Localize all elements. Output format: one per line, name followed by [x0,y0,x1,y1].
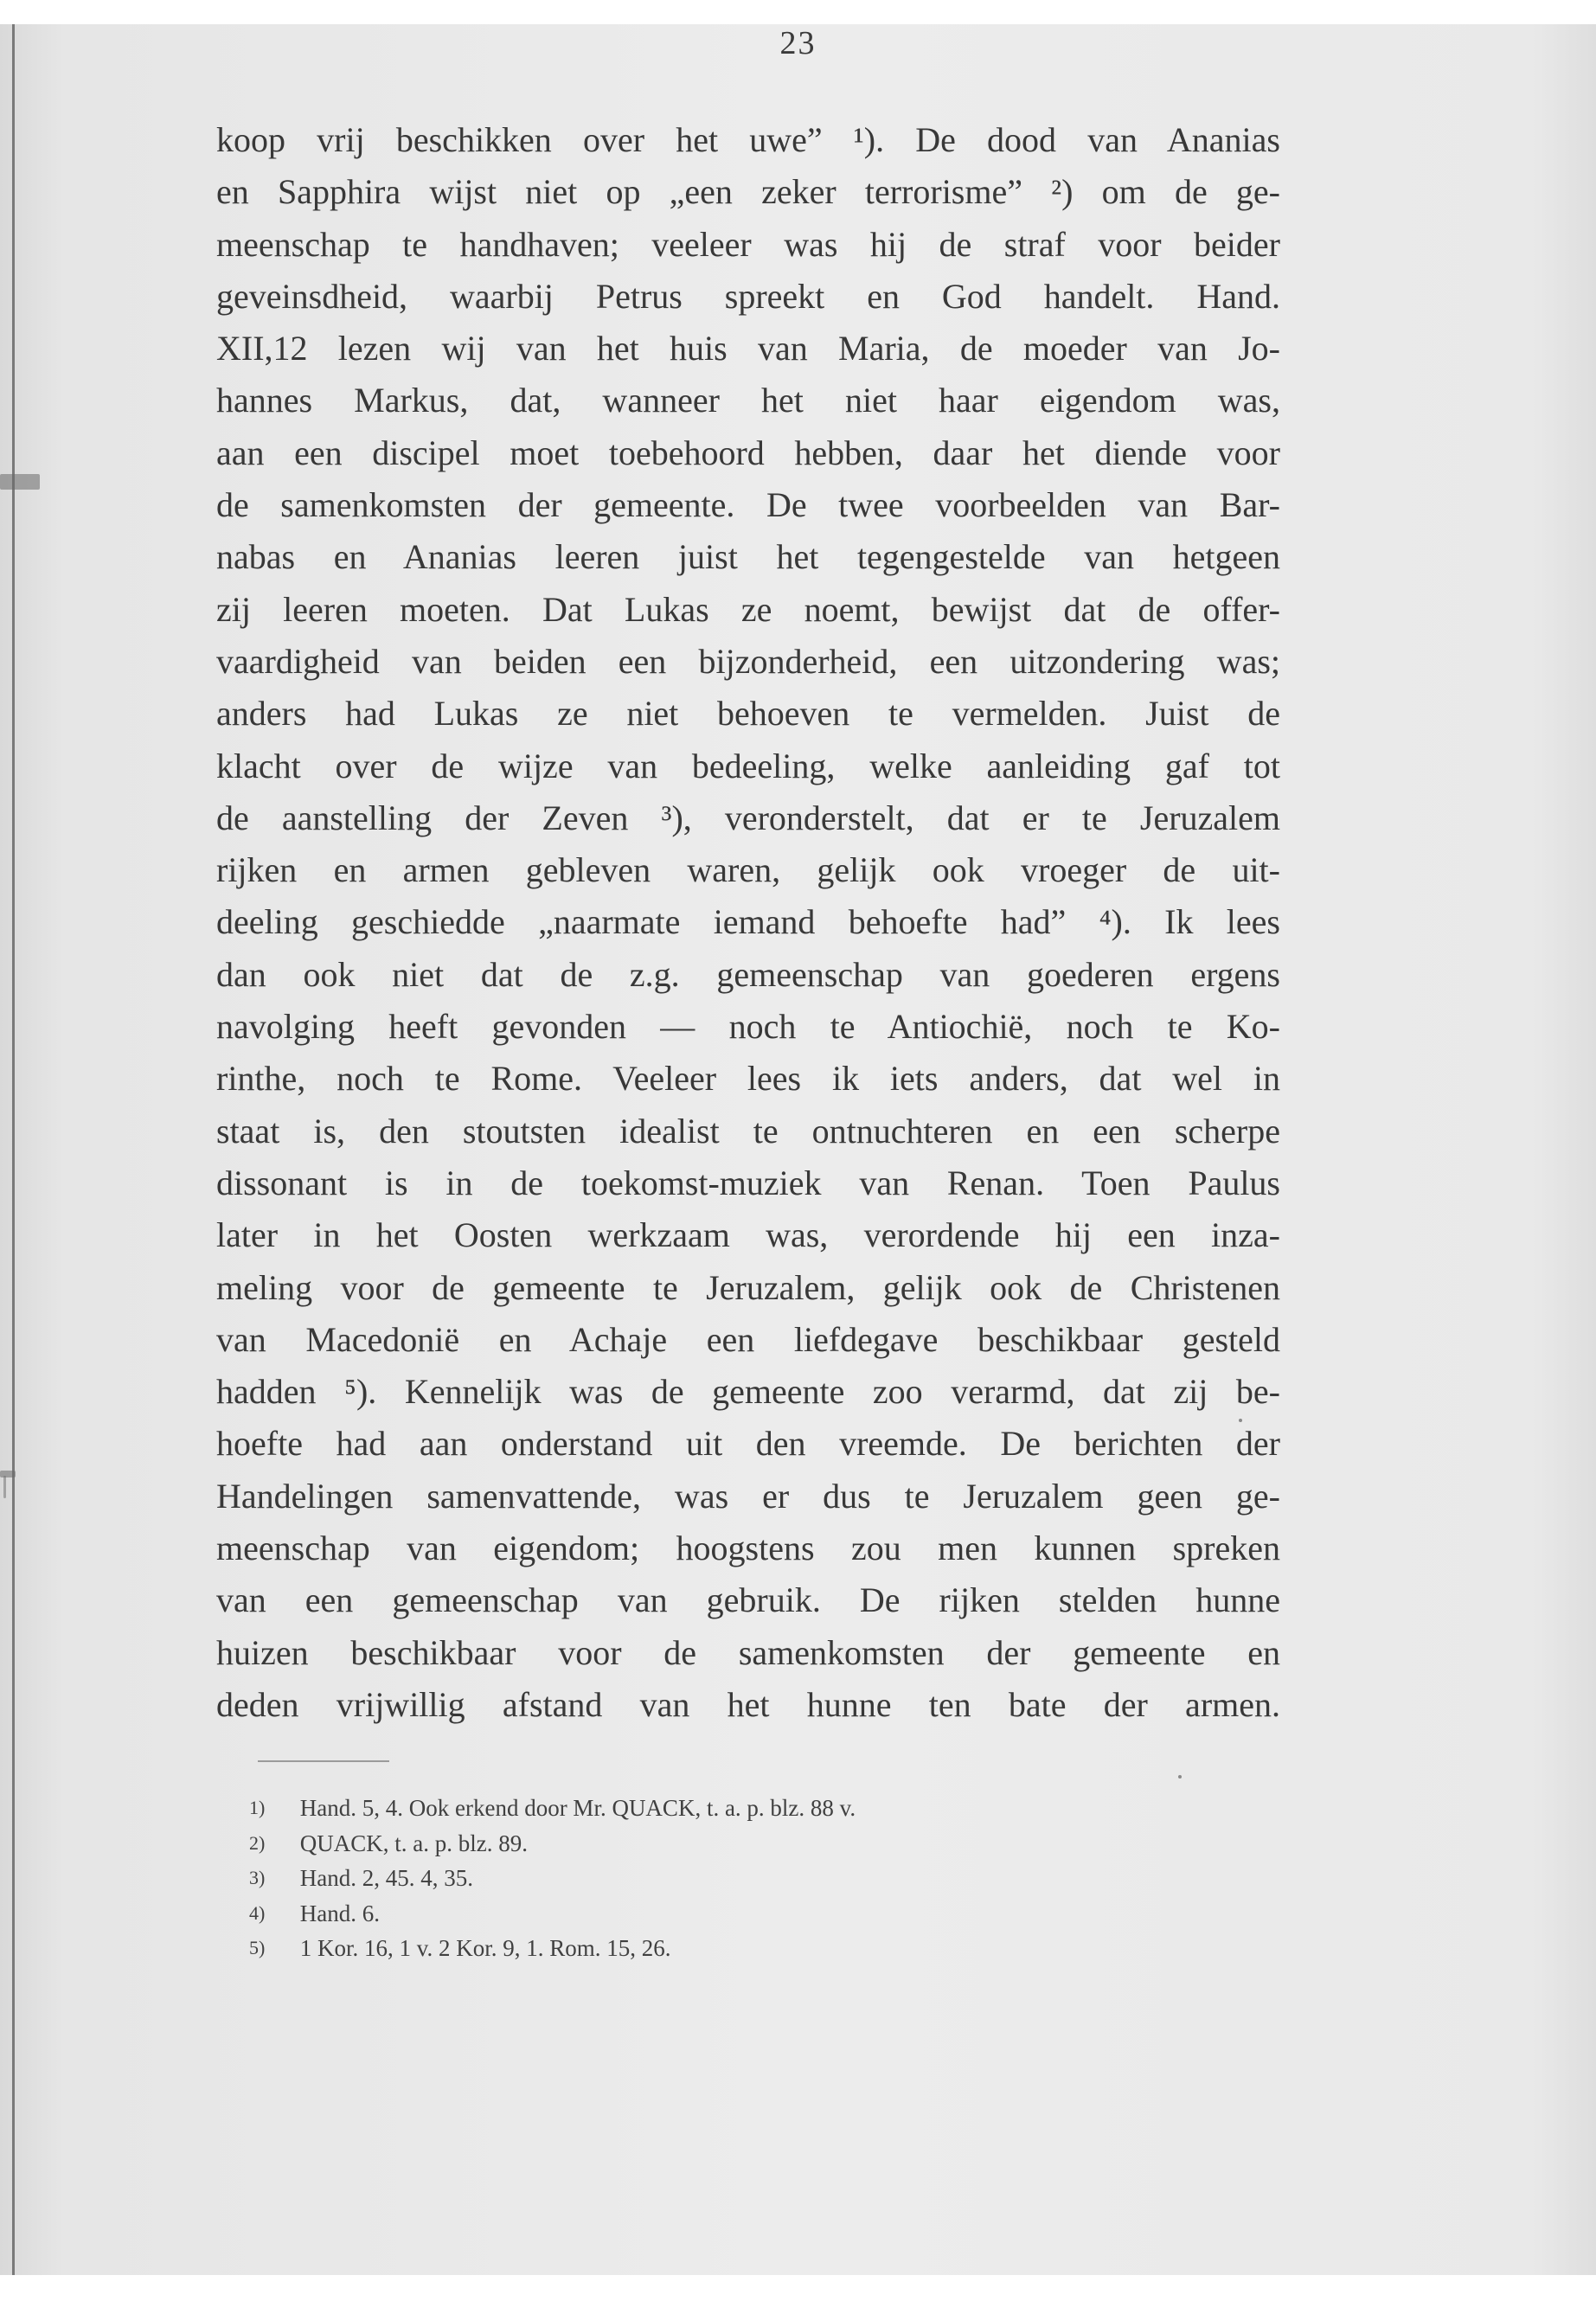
page-edge-blemish [3,1476,6,1498]
text-line: en Sapphira wijst niet op „een zeker terrorisme” ²) om de ge- [216,172,1280,212]
text-line: rijken en armen gebleven waren, gelijk ook vroeger de uit- [216,850,1280,890]
text-line: de aanstelling der Zeven ³), veronderstelt, dat er te Jeruzalem [216,798,1280,837]
footnote-text: Hand. 6. [299,1900,380,1926]
footnote-text: Hand. 2, 45. 4, 35. [299,1865,473,1891]
page-edge-blemish [0,474,40,490]
text-line: nabas en Ananias leeren juist het tegengestelde van hetgeen [216,537,1280,577]
text-line: Handelingen samenvattende, was er dus te Jeruzalem geen ge- [216,1476,1280,1516]
text-line: aan een discipel moet toebehoord hebben, daar het diende voor [216,433,1280,472]
text-line: dissonant is in de toekomst-muziek van Renan. Toen Paulus [216,1163,1280,1202]
page-edge-blemish [0,1471,16,1477]
text-line: hoefte had aan onderstand uit den vreemde. De berichten der [216,1424,1280,1464]
footnote-number: 2) [249,1831,266,1854]
text-line: deden vrijwillig afstand van het hunne ten bate der armen. [216,1684,1280,1724]
page-number: 23 [779,25,817,61]
scan-speck [1178,1775,1182,1779]
text-line: meenschap van eigendom; hoogstens zou men kunnen spreken [216,1529,1280,1568]
body-text [216,114,1280,1731]
text-line: staat is, den stoutsten idealist te ontnuchteren en een scherpe [216,1111,1280,1150]
text-line: hannes Markus, dat, wanneer het niet haar eigendom was, [216,381,1280,420]
footnote-text: QUACK, t. a. p. blz. 89. [299,1830,528,1856]
text-line: huizen beschikbaar voor de samenkomsten der gemeente en [216,1632,1280,1672]
text-line: meling voor de gemeente te Jeruzalem, gelijk ook de Christenen [216,1267,1280,1307]
text-line: navolging heeft gevonden — noch te Antiochië, noch te Ko- [216,1007,1280,1047]
text-line: later in het Oosten werkzaam was, verordende hij een inza- [216,1215,1280,1255]
text-line: vaardigheid van beiden een bijzonderheid, een uitzondering was; [216,641,1280,681]
footnote [249,1791,1201,1826]
footnote-number: 1) [249,1797,266,1818]
footnote-number: 4) [249,1901,266,1924]
text-line: klacht over de wijze van bedeeling, welke aanleiding gaf tot [216,746,1280,785]
text-line: van een gemeenschap van gebruik. De rijken stelden hunne [216,1580,1280,1620]
text-line: deeling geschiedde „naarmate iemand behoefte had” ⁴). Ik lees [216,902,1280,942]
text-line: anders had Lukas ze niet behoeven te vermelden. Juist de [216,694,1280,734]
binding-edge [12,24,15,2275]
footnote [249,1896,1201,1932]
footnote [249,1861,1201,1896]
text-line: koop vrij beschikken over het uwe” ¹). De dood van Ananias [216,120,1280,159]
footnote-number: 5) [249,1937,266,1958]
text-line: dan ook niet dat de z.g. gemeenschap van goederen ergens [216,954,1280,994]
text-line: rinthe, noch te Rome. Veeleer lees ik iets anders, dat wel in [216,1059,1280,1099]
text-line: de samenkomsten der gemeente. De twee voorbeelden van Bar- [216,485,1280,525]
footnote [249,1931,1201,1966]
scan-speck [1239,1419,1242,1422]
footnote [249,1826,1201,1862]
text-line: hadden ⁵). Kennelijk was de gemeente zoo verarmd, dat zij be- [216,1372,1280,1412]
footnote-text: 1 Kor. 16, 1 v. 2 Kor. 9, 1. Rom. 15, 26. [299,1935,671,1961]
text-line: meenschap te handhaven; veeleer was hij de straf voor beider [216,224,1280,264]
footnote-number: 3) [249,1867,266,1888]
footnotes [249,1791,1201,1966]
text-line: XII,12 lezen wij van het huis van Maria, de moeder van Jo- [216,329,1280,369]
footnote-text: Hand. 5, 4. Ook erkend door Mr. QUACK, t. a. p. blz. 88 v. [299,1795,856,1821]
text-line: van Macedonië en Achaje een liefdegave beschikbaar gesteld [216,1319,1280,1359]
text-line: geveinsdheid, waarbij Petrus spreekt en God handelt. Hand. [216,276,1280,316]
text-line: zij leeren moeten. Dat Lukas ze noemt, bewijst dat de offer- [216,589,1280,629]
footnote-separator [258,1760,389,1762]
